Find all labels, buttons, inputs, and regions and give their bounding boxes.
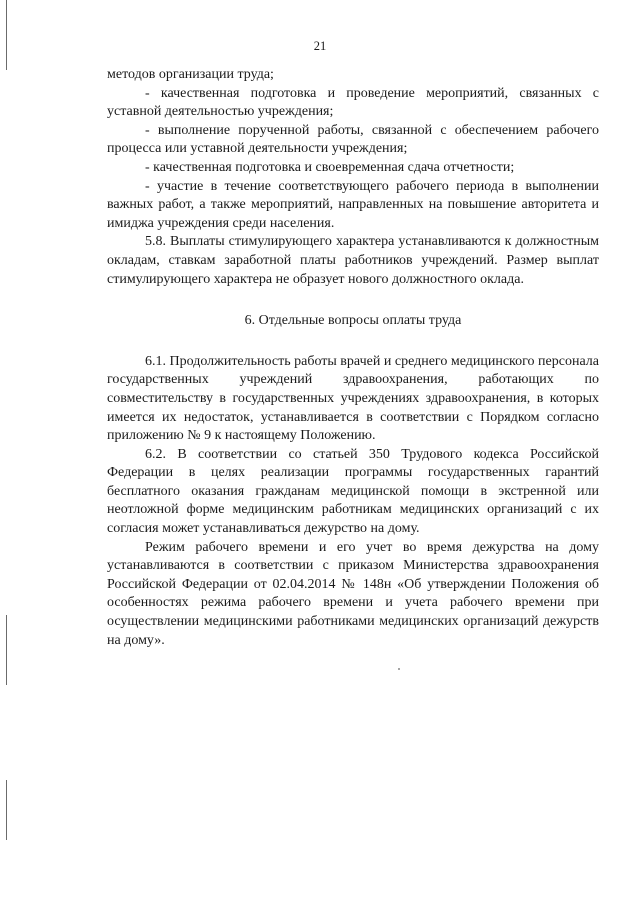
scan-edge-line xyxy=(6,780,7,840)
scan-speck xyxy=(398,668,400,670)
list-item: - выполнение порученной работы, связанной с обеспечением рабочего процесса или уставной деятельности учреждения; xyxy=(107,122,599,157)
list-item: - участие в течение соответствующего рабочего периода в выполнении важных работ, а также мероприятий, направленных на повышение авторитета и имиджа учреждения среди населения. xyxy=(107,178,599,231)
scan-edge-line xyxy=(6,0,7,70)
paragraph-6-2: 6.2. В соответствии со статьей 350 Трудового кодекса Российской Федерации в целях реализации программы государственных гарантий бесплатного оказания гражданам медицинской помощи в экстренной или неотложной форме медицинским работникам медицинских организаций с их согласия может устанавливаться дежурство на дому. xyxy=(107,446,599,537)
document-body xyxy=(107,66,599,650)
list-item: - качественная подготовка и своевременная сдача отчетности; xyxy=(145,159,515,175)
paragraph-5-8: 5.8. Выплаты стимулирующего характера устанавливаются к должностным окладам, ставкам заработной платы работников учреждений. Размер выплат стимулирующего характера не образует нового должностного оклада. xyxy=(107,234,599,287)
page-number: 21 xyxy=(313,39,327,53)
paragraph-6-1: 6.1. Продолжительность работы врачей и среднего медицинского персонала государственных учреждений здравоохранения, работающих по совместительству в государственных учреждениях здравоохранения, в которых имеется их недостаток, устанавливается в соответствии с Порядком согласно приложению № 9 к настоящему Положению. xyxy=(107,353,599,444)
paragraph-duty-regime: Режим рабочего времени и его учет во время дежурства на дому устанавливаются в соответствии с приказом Министерства здравоохранения Российской Федерации от 02.04.2014 № 148н «Об утверждении Положения об особенностях режима рабочего времени и учета рабочего времени при осуществлении медицинскими работниками медицинских организаций дежурств на дому». xyxy=(107,539,599,648)
section-heading: 6. Отдельные вопросы оплаты труда xyxy=(244,313,462,329)
scan-edge-line xyxy=(6,615,7,685)
list-item: - качественная подготовка и проведение мероприятий, связанных с уставной деятельностью учреждения; xyxy=(107,85,599,120)
paragraph-continuation: методов организации труда; xyxy=(107,67,274,82)
